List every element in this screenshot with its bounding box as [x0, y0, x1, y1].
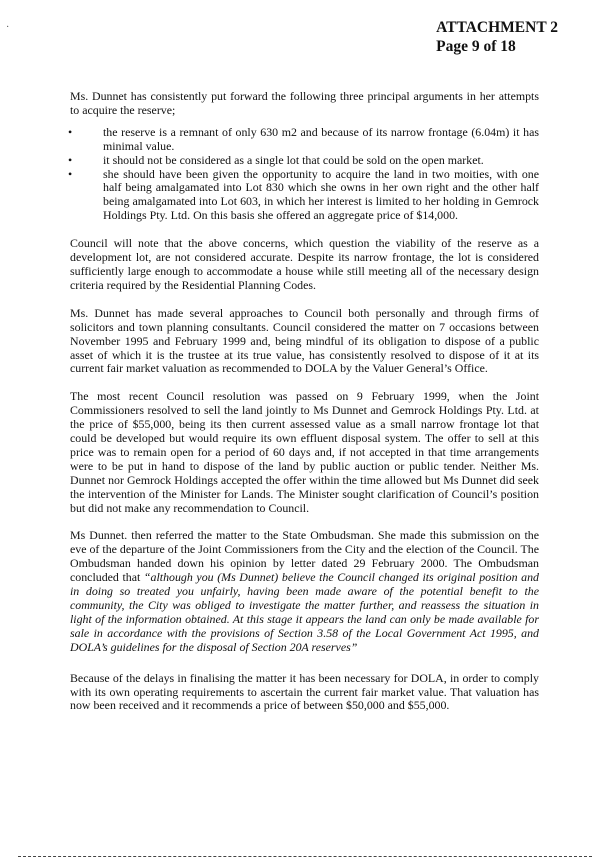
paragraph: Council will note that the above concerns, which question the viability of the reserve as a development lot, are not considered accurate. Despite its narrow frontage, the lot is considered sufficiently large enough to accommodate a house while still meeting all of the necessary design criteria required by the Residential Planning Codes. [70, 236, 539, 292]
ombudsman-paragraph [70, 529, 539, 654]
bullet-icon: • [68, 124, 73, 139]
bullet-icon: • [68, 166, 73, 181]
footer-divider [18, 856, 592, 857]
intro-paragraph: Ms. Dunnet has consistently put forward the following three principal arguments in her attempts to acquire the reserve; [70, 89, 539, 117]
list-item [70, 168, 539, 224]
paragraph: Because of the delays in finalising the matter it has been necessary for DOLA, in order to comply with its own operating requirements to ascertain the current fair market value. That valuation has now been received and it recommends a price of between $50,000 and $55,000. [70, 670, 539, 713]
arguments-list [70, 126, 539, 223]
list-item-text: the reserve is a remnant of only 630 m2 and because of its narrow frontage (6.04m) it has minimal value. [103, 124, 539, 153]
list-item-text: it should not be considered as a single lot that could be sold on the open market. [103, 152, 484, 167]
page-header [436, 18, 558, 56]
attachment-title: ATTACHMENT 2 [436, 19, 558, 36]
page-number: Page 9 of 18 [436, 38, 516, 55]
paragraph: Ms. Dunnet has made several approaches to Council both personally and through firms of solicitors and town planning consultants. Council considered the matter on 7 occasions between November 1995 and February 1999 and, being mindful of its obligation to dispose of a public asset of which it is the trustee at its true value, has consistently resolved to dispose of it at its current fair market valuation as recommended to DOLA by the Valuer General’s Office. [70, 305, 539, 376]
bullet-icon: • [68, 152, 73, 167]
ombudsman-quote: “although you (Ms Dunnet) believe the Council changed its original position and in doing so treated you unfairly, having been made aware of the potential benefit to the community, the City was obliged to investigate the matter further, and reassess the situation in light of the information obtained. At this stage it appears the land can only be made available for sale in accordance with the provisions of Section 3.58 of the Local Government Act 1995, and DOLA’s guidelines for the disposal of Section 20A reserves” [70, 570, 539, 654]
list-item [70, 126, 539, 154]
list-item [70, 154, 539, 168]
list-item-text: she should have been given the opportunity to acquire the land in two moities, with one half being amalgamated into Lot 830 which she owns in her own right and the other half being amalgamated into Lot 603, in which her interest is limited to her holding in Gemrock Holdings Pty. Ltd. On this basis she offered an aggregate price of $14,000. [103, 166, 539, 223]
paragraph-text: Ms Dunnet. then referred the matter to the State Ombudsman. She made this submission on the eve of the departure of the Joint Commissioners from the City and the election of the Council. The Ombudsman handed down his opinion by letter dated 29 February 2000. The Ombudsman concluded that [70, 528, 539, 585]
stray-mark: · [6, 22, 10, 33]
document-body [70, 90, 539, 713]
paragraph: The most recent Council resolution was passed on 9 February 1999, when the Joint Commissioners resolved to sell the land jointly to Ms Dunnet and Gemrock Holdings Pty. Ltd. at the price of $55,000, being its then current assessed value as a small narrow frontage lot that could be developed but would require its own effluent disposal system. The offer to sell at this price was to remain open for a period of 60 days and, if not accepted in that time arrangements were to be put in hand to dispose of the land by public auction or public tender. Neither Ms. Dunnet nor Gemrock Holdings accepted the offer within the time allowed but Ms Dunnet did seek the intervention of the Minister for Lands. The Minister sought clarification of Council’s position but did not make any recommendation to Council. [70, 389, 539, 515]
